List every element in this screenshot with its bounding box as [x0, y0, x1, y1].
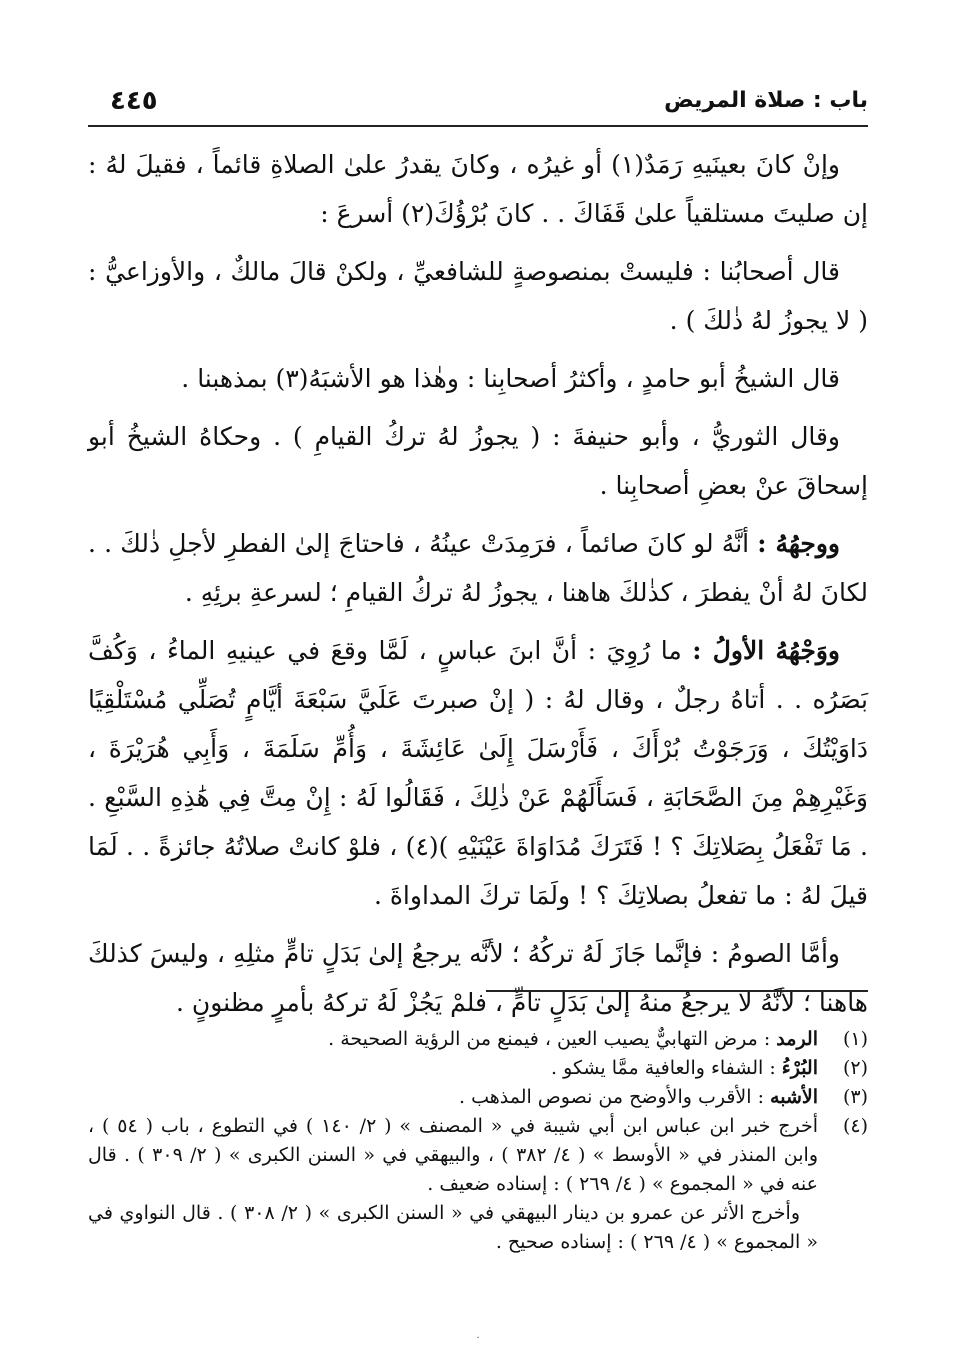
footnote-body: أخرج خبر ابن عباس ابن أبي شيبة في « المصنف » ( ٢/ ١٤٠ ) في التطوع ، باب ( ٥٤ ) ، وابن المنذر في « الأوسط » ( ٤/ ٣٨٢ ) ، والبيهقي في « السنن الكبرى » ( ٢/ ٣٠٩ ) . قال عنه في « المجموع » ( ٤/ ٢٦٩ ) : إسناده ضعيف . — [88, 1115, 819, 1195]
footnote-text — [88, 1054, 818, 1083]
page-number: ٤٤٥ — [110, 86, 158, 116]
footnote-number: (٣) — [842, 1086, 868, 1108]
paragraph — [88, 626, 868, 920]
footnote-text — [88, 1083, 818, 1112]
paragraph-text: وقال الثوريُّ ، وأبو حنيفةَ : ( يجوزُ لهُ تركُ القيامِ ) . وحكاهُ الشيخُ أبو إسحاقَ عنْ بعضِ أصحابِنا . — [88, 422, 868, 500]
paragraph-text: أنَّهُ لو كانَ صائماً ، فرَمِدَتْ عينُهُ ، فاحتاجَ إلىٰ الفطرِ لأجلِ ذٰلكَ . . لكانَ لهُ أنْ يفطرَ ، كذٰلكَ هاهنا ، يجوزُ لهُ تركُ القيامِ ؛ لسرعةِ برئِهِ . — [88, 529, 868, 607]
paragraph — [88, 519, 868, 617]
paragraph-text: وأمَّا الصومُ : فإنَّما جَازَ لَهُ تركُهُ ؛ لأنَّه يرجعُ إلىٰ بَدَلٍ تامٍّ مثلِهِ ، وليسَ كذلكَ هاهنا ؛ لأنَّهُ لا يرجعُ منهُ إلىٰ بَدَلٍ تامٍّ ، فلمْ يَجُزْ لَهُ تركهُ بأمرٍ مظنونٍ . — [88, 939, 868, 1017]
footnote-text — [88, 1112, 818, 1199]
paragraph-text: ما رُوِيَ : أنَّ ابنَ عباسٍ ، لَمَّا وقعَ في عينيهِ الماءُ ، وَكُفَّ بَصَرُه . . أتاهُ رجلٌ ، وقال لهُ : ( إنْ صبرتَ عَلَيَّ سَبْعَةَ أيَّامٍ تُصَلِّي مُسْتَلْقِيًا دَاوَيْتُكَ ، وَرَجَوْتُ بُرْأَكَ ، فَأَرْسَلَ إِلَىٰ عَائِشَةَ ، وَأُمِّ سَلَمَةَ ، وَأَبِي هُرَيْرَةَ ، وَغَيْرِهِمْ مِنَ الصَّحَابَةِ ، فَسَأَلَهُمْ عَنْ ذٰلِكَ ، فَقَالُوا لَهُ : إِنْ مِتَّ فِي هَٰذِهِ السَّبْعِ . . مَا تَفْعَلُ بِصَلاتِكَ ؟ ! فَتَرَكَ مُدَاوَاةَ عَيْنَيْهِ )(٤) ، فلوْ كانتْ صلاتُهُ جائزةً . . لَمَا قيلَ لهُ : ما تفعلُ بصلاتِكَ ؟ ! ولَمَا تركَ المداواةَ . — [88, 636, 868, 910]
footnote-continuation: وأخرج الأثر عن عمرو بن دينار البيهقي في « السنن الكبرى » ( ٢/ ٣٠٨ ) . قال النواوي في « المجموع » ( ٤/ ٢٦٩ ) : إسناده صحيح . — [88, 1202, 818, 1253]
paragraph — [88, 247, 868, 345]
footnote-term: الأشبه — [770, 1086, 818, 1108]
footnote — [88, 1083, 868, 1112]
footnote-number: (١) — [842, 1028, 868, 1050]
footnote-body: : مرض التهابيٌّ يصيب العين ، فيمنع من الرؤية الصحيحة . — [328, 1028, 777, 1050]
paragraph — [88, 140, 868, 238]
footnote-number: (٤) — [842, 1115, 868, 1137]
paragraph-lead: ووَجْهُهُ الأولُ : — [692, 636, 840, 665]
paragraph-text: قال أصحابُنا : فليستْ بمنصوصةٍ للشافعيِّ ، ولكنْ قالَ مالكٌ ، والأوزاعيُّ : ( لا يجوزُ لهُ ذٰلكَ ) . — [88, 257, 868, 335]
footnote-divider — [486, 990, 868, 992]
paragraph-text: وإنْ كانَ بعينَيهِ رَمَدٌ(١) أو غيرُه ، وكانَ يقدرُ علىٰ الصلاةِ قائماً ، فقيلَ لهُ : إن صليتَ مستلقياً علىٰ قَفَاكَ . . كانَ بُرْؤُكَ(٢) أسرعَ : — [88, 150, 868, 228]
paragraph — [88, 929, 868, 1027]
paragraph — [88, 354, 868, 403]
header-divider — [88, 125, 868, 127]
footnote — [88, 1112, 868, 1199]
paragraph — [88, 412, 868, 510]
page-mark: · — [476, 1333, 480, 1344]
footnote — [88, 1054, 868, 1083]
footnote — [88, 1025, 868, 1054]
footnotes — [88, 1025, 868, 1257]
footnote-number: (٢) — [842, 1057, 868, 1079]
main-text — [88, 140, 868, 1036]
page-header — [88, 88, 868, 124]
footnote-term: البُرْءُ — [781, 1057, 818, 1079]
footnote-term: الرمد — [776, 1028, 818, 1050]
paragraph-text: قال الشيخُ أبو حامدٍ ، وأكثرُ أصحابِنا : وهٰذا هو الأشبَهُ(٣) بمذهبنا . — [181, 364, 840, 393]
chapter-title: باب : صلاة المريض — [664, 88, 868, 113]
paragraph-lead: ووجهُهُ : — [757, 529, 840, 558]
footnote-text — [88, 1025, 818, 1054]
footnote-body: : الأقرب والأوضح من نصوص المذهب . — [458, 1086, 771, 1108]
footnote-body: : الشفاء والعافية ممَّا يشكو . — [551, 1057, 782, 1079]
